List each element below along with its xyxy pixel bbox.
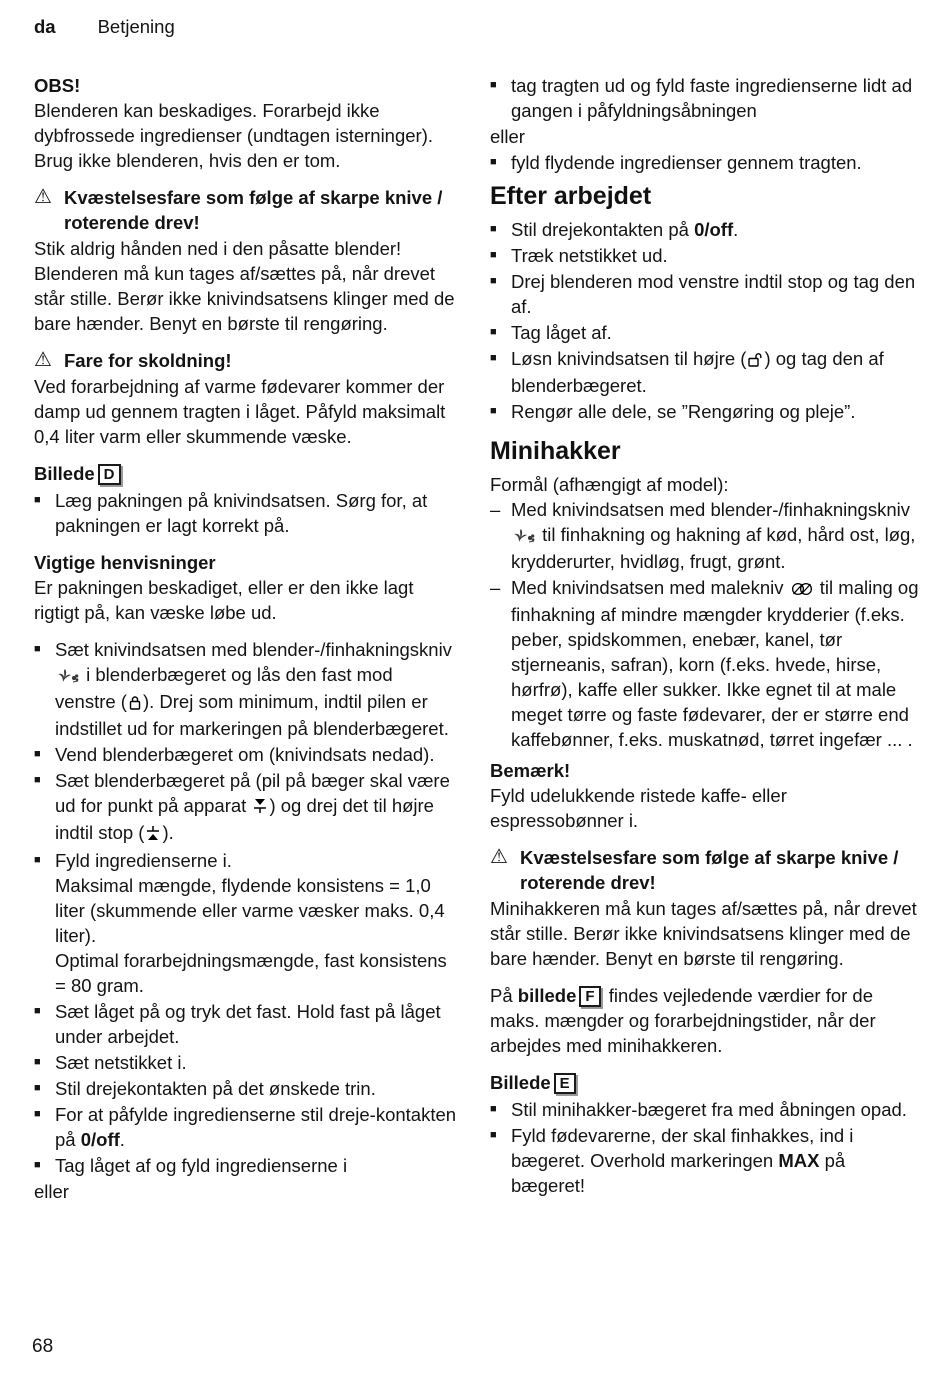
warning-mini-body: Minihakkeren må kun tages af/sættes på, når drevet står stille. Berør ikke knivindsatsens klinger med de bare hænder. Benyt en børste til rengøring. xyxy=(490,898,917,969)
warning-mini-chopper xyxy=(490,845,922,971)
bullet-marker: ■ xyxy=(490,223,497,235)
bullet-marker: ■ xyxy=(490,1103,497,1115)
or-separator: eller xyxy=(490,126,525,147)
important-notes-body: Er pakningen beskadiget, eller er den ikke lagt rigtigt på, kan væske løbe ud. xyxy=(34,577,414,623)
step-text: Fyld ingredienserne i. Maksimal mængde, flydende konsistens = 1,0 liter (skummende eller varme væsker maks. 0,4 liter). Optimal forarbejdningsmængde, fast konsistens = 80 gram. xyxy=(55,850,447,996)
step-text: Sæt blenderbægeret på (pil på bæger skal være ud for punkt på apparat ) og drej det til højre indtil stop ( ). xyxy=(55,768,458,847)
list-item xyxy=(490,269,922,319)
list-item xyxy=(490,1123,922,1198)
figure-letter-f: F xyxy=(579,986,600,1007)
list-item xyxy=(490,399,922,424)
important-notes-heading: Vigtige henvisninger xyxy=(34,552,216,573)
list-item xyxy=(490,497,922,574)
warning-knives xyxy=(34,185,458,336)
bullet-marker: ■ xyxy=(490,156,497,168)
bullet-marker: ■ xyxy=(34,1108,41,1120)
list-item xyxy=(490,73,922,123)
filling-alternatives xyxy=(490,73,922,175)
mini-chopper-heading: Minihakker xyxy=(490,437,621,465)
figure-f-reference: På billede F findes vejledende værdier for de maks. mængder og forarbejdningstider, når der arbejdes med minihakkeren. xyxy=(490,985,876,1056)
step-text: Rengør alle dele, se ”Rengøring og pleje”. xyxy=(511,401,856,422)
list-item xyxy=(490,243,922,268)
bullet-marker: ■ xyxy=(34,774,41,786)
list-item xyxy=(34,999,458,1049)
right-column xyxy=(490,73,922,1205)
warning-triangle-icon: ⚠ xyxy=(34,349,52,371)
step-text: tag tragten ud og fyld faste ingredienserne lidt ad gangen i påfyldningsåbningen xyxy=(511,75,913,121)
warning-knives-heading: Kvæstelsesfare som følge af skarpe knive / roterende drev! xyxy=(64,187,443,233)
step-text: Sæt netstikket i. xyxy=(55,1052,187,1073)
note-section xyxy=(490,758,922,833)
bullet-marker: ■ xyxy=(34,643,41,655)
dash-marker: – xyxy=(490,577,501,598)
language-code: da xyxy=(34,16,56,37)
important-notes xyxy=(34,550,458,625)
figure-e-heading: Billede E xyxy=(490,1070,922,1095)
list-item xyxy=(490,217,922,242)
dial-setting-0-off: 0/off xyxy=(80,1129,120,1150)
step-text: Fyld fødevarerne, der skal finhakkes, ind i bægeret. Overhold markeringen MAX på bægeret! xyxy=(511,1125,854,1196)
dial-setting-0-off: 0/off xyxy=(694,219,734,240)
bullet-marker: ■ xyxy=(34,1159,41,1171)
bullet-marker: ■ xyxy=(34,1082,41,1094)
list-item xyxy=(34,1153,458,1178)
bullet-marker: ■ xyxy=(34,854,41,866)
step-text: Tag låget af og fyld ingredienserne i xyxy=(55,1155,348,1176)
list-item xyxy=(490,575,922,752)
figure-letter-d: D xyxy=(98,464,121,485)
step-text: Stil drejekontakten på det ønskede trin. xyxy=(55,1078,376,1099)
warning-triangle-icon: ⚠ xyxy=(490,846,508,868)
bullet-marker: ■ xyxy=(34,1056,41,1068)
figure-d-heading: Billede D xyxy=(34,461,458,486)
figure-f-label: billede xyxy=(517,985,577,1006)
obs-heading: OBS! xyxy=(34,75,81,96)
warning-scalding xyxy=(34,348,458,449)
arrow-alignment-mark-icon xyxy=(253,795,267,820)
bullet-marker: ■ xyxy=(490,405,497,417)
obs-note xyxy=(34,73,458,173)
purpose-text: Med knivindsatsen med malekniv til maling og finhakning af mindre mængder krydderier (f.eks. peber, spidskommen, enebær, kanel, tør stjerneanis, safran), korn (f.eks. hvede, hirse, hørfrø), kaffe eller sukker. Ikke egnet til at male meget tørre og faste fødevarer, der er større end kaffebønner, f.eks. muskatnød, tørret ingefær ... . xyxy=(511,577,919,750)
page-header xyxy=(34,14,922,39)
step-text: Vend blenderbægeret om (knivindsats nedad). xyxy=(55,744,435,765)
assembly-steps xyxy=(34,637,458,1204)
figure-d-section xyxy=(34,461,458,538)
stop-alignment-mark-icon xyxy=(146,822,160,847)
list-item xyxy=(490,1097,922,1122)
list-item xyxy=(34,1102,458,1152)
list-item xyxy=(490,150,922,175)
list-item xyxy=(34,768,458,847)
list-item xyxy=(490,320,922,345)
step-text: Løsn knivindsatsen til højre ( ) og tag den af blenderbægeret. xyxy=(511,348,884,396)
lock-closed-icon xyxy=(129,691,141,716)
bullet-marker: ■ xyxy=(490,275,497,287)
list-item xyxy=(34,488,458,538)
page-number: 68 xyxy=(32,1336,54,1357)
after-work-heading: Efter arbejdet xyxy=(490,182,652,210)
dash-marker: – xyxy=(490,499,501,520)
warning-mini-heading: Kvæstelsesfare som følge af skarpe knive / roterende drev! xyxy=(520,847,899,893)
mini-chopper-purpose xyxy=(490,472,922,752)
or-separator: eller xyxy=(34,1181,69,1202)
step-text: Stil drejekontakten på 0/off. xyxy=(511,219,739,240)
list-item xyxy=(34,637,458,741)
bullet-marker: ■ xyxy=(490,326,497,338)
obs-body: Blenderen kan beskadiges. Forarbejd ikke dybfrossede ingredienser (undtagen isterninger). Brug ikke blenderen, hvis den er tom. xyxy=(34,100,434,171)
step-text: fyld flydende ingredienser gennem tragten. xyxy=(511,152,862,173)
note-body: Fyld udelukkende ristede kaffe- eller espressobønner i. xyxy=(490,785,787,831)
grinding-blade-icon xyxy=(791,577,813,602)
blender-mincing-blade-icon xyxy=(513,524,535,549)
lock-open-icon xyxy=(748,348,762,373)
step-text: For at påfylde ingredienserne stil dreje-kontakten på 0/off. xyxy=(55,1104,457,1150)
bullet-marker: ■ xyxy=(490,1129,497,1141)
left-column xyxy=(34,73,458,1205)
figure-letter-e: E xyxy=(554,1073,576,1094)
step-text: Drej blenderen mod venstre indtil stop og tag den af. xyxy=(511,271,916,317)
warning-scalding-body: Ved forarbejdning af varme fødevarer kommer der damp ud gennem tragten i låget. Påfyld maksimalt 0,4 liter varm eller skummende væske. xyxy=(34,376,446,447)
list-item xyxy=(34,742,458,767)
warning-scalding-heading: Fare for skoldning! xyxy=(64,350,232,371)
blender-mincing-blade-icon xyxy=(57,664,79,689)
step-text: Sæt låget på og tryk det fast. Hold fast på låget under arbejdet. xyxy=(55,1001,441,1047)
step-text: Sæt knivindsatsen med blender-/finhakningskniv i blenderbægeret og lås den fast mod venstre ( ). Drej som minimum, indtil pilen er indstillet ud for markeringen på blenderbægeret. xyxy=(55,639,452,739)
purpose-text: Med knivindsatsen med blender-/finhakningskniv til finhakning og hakning af kød, hård ost, løg, krydderurter, hvidløg, frugt, grønt. xyxy=(511,499,916,572)
list-item xyxy=(34,1050,458,1075)
warning-knives-body: Stik aldrig hånden ned i den påsatte blender! Blenderen må kun tages af/sættes på, når drevet står stille. Berør ikke knivindsatsens klinger med de bare hænder. Benyt en børste til rengøring. xyxy=(34,238,455,334)
after-work-steps xyxy=(490,217,922,424)
list-item xyxy=(490,346,922,398)
max-marking-label: MAX xyxy=(778,1150,820,1171)
bullet-marker: ■ xyxy=(490,249,497,261)
bullet-marker: ■ xyxy=(34,1005,41,1017)
bullet-marker: ■ xyxy=(34,748,41,760)
bullet-marker: ■ xyxy=(490,352,497,364)
note-heading: Bemærk! xyxy=(490,760,571,781)
figure-e-section xyxy=(490,1070,922,1198)
purpose-intro: Formål (afhængigt af model): xyxy=(490,474,729,495)
bullet-marker: ■ xyxy=(490,79,497,91)
bullet-marker: ■ xyxy=(34,494,41,506)
section-title: Betjening xyxy=(97,16,175,37)
step-text: Stil minihakker-bægeret fra med åbningen opad. xyxy=(511,1099,907,1120)
step-text: Tag låget af. xyxy=(511,322,612,343)
step-text: Læg pakningen på knivindsatsen. Sørg for, at pakningen er lagt korrekt på. xyxy=(55,490,428,536)
list-item xyxy=(34,848,458,998)
warning-triangle-icon: ⚠ xyxy=(34,186,52,208)
two-column-layout xyxy=(34,73,922,1205)
list-item xyxy=(34,1076,458,1101)
step-text: Træk netstikket ud. xyxy=(511,245,668,266)
